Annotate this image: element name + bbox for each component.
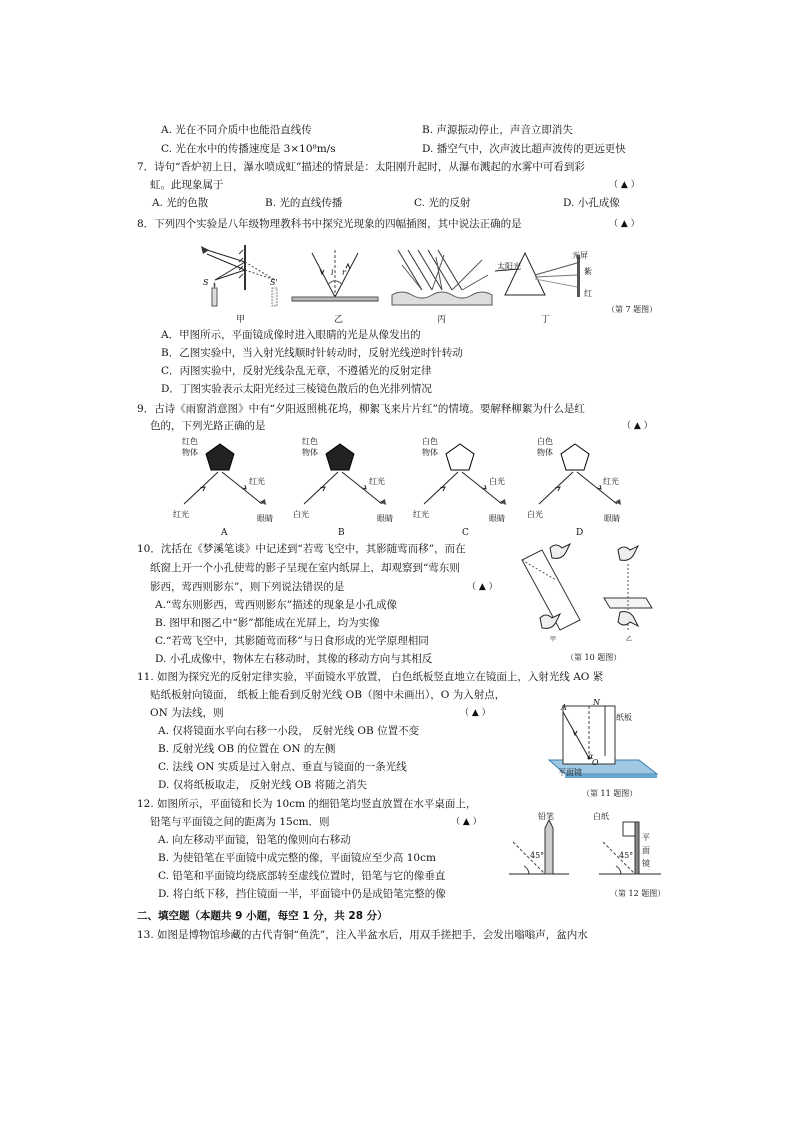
q8-yi-label-r: r	[342, 268, 346, 277]
q11-answer-mark: （ ▲ ）	[460, 708, 491, 718]
section-2-heading: 二、填空题（本题共 9 小题，每空 1 分，共 28 分）	[137, 910, 388, 922]
q11-option-d: D. 仅将纸板取走， 反射光线 OB 将随之消失	[158, 779, 368, 791]
q11-stem-line1: 11. 如图为探究光的反射定律实验，平面镜水平放置， 白色纸板竖直地立在镜面上，入射光线 AO 紧	[137, 671, 604, 683]
q8-figure-label-yi: 乙	[334, 315, 344, 325]
q8-option-d: D．丁图实验表示太阳光经过三棱镜色散后的色光排列情况	[161, 383, 432, 395]
q11-figure-caption: （第 11 题图）	[582, 789, 638, 798]
q9-b-left-light: 白光	[293, 510, 309, 519]
q13-stem: 13. 如图是博物馆珍藏的古代青铜“鱼洗”，注入半盆水后，用双手搓把手，会发出嗡嗡声，盆内水	[137, 929, 588, 941]
q8-figure-bing	[392, 245, 492, 307]
q8-figure-label-jia: 甲	[236, 315, 246, 325]
q12-option-c: C. 铅笔和平面镜均绕底部转至虚线位置时，铅笔与它的像垂直	[158, 870, 446, 882]
q9-d-right-light: 红光	[603, 477, 619, 486]
q8-option-b: B．乙图实验中，当入射光线顺时针转动时，反射光线逆时针转动	[161, 347, 463, 359]
q8-option-c: C．丙图实验中，反射光线杂乱无章，不遵循光的反射定律	[161, 365, 432, 377]
q8-option-a: A．甲图所示，平面镜成像时进入眼睛的光是从像发出的	[161, 329, 421, 341]
q8-ding-red-label: 红	[584, 289, 592, 298]
q8-ding-purple-label: 紫	[584, 267, 592, 276]
q10-figure-label-yi: 乙	[626, 636, 633, 643]
q11-option-a: A. 仅将镜面水平向右移一小段， 反射光线 OB 位置不变	[158, 725, 420, 737]
q11-label-o: O	[592, 758, 599, 767]
q12-answer-mark: （ ▲ ）	[451, 817, 482, 827]
q9-c-left-light: 红光	[413, 510, 429, 519]
q11-stem-line2: 贴纸板射向镜面， 纸板上能看到反射光线 OB（图中未画出），O 为入射点，	[150, 689, 506, 701]
q12-angle-right: 45°	[619, 851, 634, 860]
q9-b-eye: 眼睛	[377, 514, 393, 523]
q9-b-object-line2: 物体	[302, 448, 318, 457]
q11-board-label: 纸板	[616, 713, 632, 722]
q12-angle-left: 45°	[530, 851, 545, 860]
q9-a-object-line2: 物体	[182, 448, 198, 457]
q9-d-letter: D	[576, 528, 584, 538]
q10-option-b: B. 图甲和图乙中“影”都能成在光屏上，均为实像	[155, 617, 380, 629]
q9-b-object-line1: 红色	[302, 437, 318, 446]
q12-stem-line1: 12. 如图所示，平面镜和长为 10cm 的细铅笔均竖直放置在水平桌面上，	[137, 798, 477, 810]
q9-c-object-line2: 物体	[422, 448, 438, 457]
q9-d-object-line2: 物体	[537, 448, 553, 457]
q11-stem-line3: ON 为法线，则	[150, 707, 224, 719]
q12-mirror-char1: 平	[642, 833, 650, 842]
q7-option-d: D. 小孔成像	[563, 197, 620, 209]
q9-answer-mark: （ ▲ ）	[622, 421, 653, 431]
q12-figure-caption: （第 12 题图）	[610, 889, 666, 898]
q10-option-d: D. 小孔成像中，物体左右移动时，其像的移动方向与其相反	[155, 653, 433, 665]
q8-figure-yi	[290, 245, 380, 307]
q10-stem-line1: 10．沈括在《梦溪笔谈》中记述到“若莺飞空中，其影随莺而移”，而在	[137, 543, 466, 555]
q9-a-object-line1: 红色	[182, 437, 198, 446]
q9-stem-line1: 9．古诗《雨窗消意图》中有“夕阳返照桃花坞，柳絮飞来片片红”的情境。要解释柳絮为什么是红	[137, 403, 585, 415]
q8-figure-label-bing: 丙	[437, 315, 447, 325]
q9-d-eye: 眼睛	[604, 514, 620, 523]
q8-ding-sunlight-label: 太阳光	[497, 262, 521, 271]
q12-option-b: B. 为使铅笔在平面镜中成完整的像，平面镜应至少高 10cm	[158, 852, 436, 864]
q12-mirror-char2: 面	[642, 846, 650, 855]
q7-stem-line1: 7．诗句“香炉初上日，瀑水喷成虹”描述的情景是：太阳刚升起时，从瀑布溅起的水雾中可看到彩	[137, 161, 585, 173]
q8-figure-caption: （第 7 题图）	[607, 305, 658, 314]
q9-stem-line2: 色的，下列光路正确的是	[150, 420, 266, 432]
q8-stem: 8．下列四个实验是八年级物理教科书中探究光现象的四幅插图，其中说法正确的是	[137, 218, 522, 230]
q6-option-a: A. 光在不同介质中也能沿直线传	[161, 124, 312, 136]
q10-figure-caption: （第 10 题图）	[566, 653, 622, 662]
q9-a-eye: 眼睛	[257, 514, 273, 523]
q8-jia-label-s: S	[203, 278, 209, 287]
q6-option-b: B. 声源振动停止，声音立即消失	[422, 124, 573, 136]
q9-c-object-line1: 白色	[422, 437, 438, 446]
q6-option-d: D. 播空气中，次声波比超声波传的更远更快	[422, 143, 626, 155]
q12-option-a: A. 向左移动平面镜，铅笔的像则向右移动	[158, 834, 351, 846]
q8-ding-screen-label: 光屏	[572, 251, 588, 260]
q9-c-letter: C	[462, 528, 469, 538]
q10-figure-label-jia: 甲	[550, 636, 557, 643]
q7-option-a: A. 光的色散	[152, 197, 209, 209]
q6-option-c: C. 光在水中的传播速度是 3×10⁸m/s	[161, 143, 336, 155]
q12-stem-line2: 铅笔与平面镜之间的距离为 15cm．则	[150, 816, 330, 828]
q11-option-b: B. 反射光线 OB 的位置在 ON 的左侧	[158, 743, 336, 755]
q10-figure	[520, 540, 660, 645]
q8-figure-label-ding: 丁	[541, 315, 551, 325]
q11-label-alpha: α	[588, 752, 594, 761]
q8-yi-label-i: i	[331, 268, 334, 277]
q10-option-c: C.“若莺飞空中，其影随莺而移”与日食形成的光学原理相同	[155, 635, 429, 647]
q7-answer-mark: （ ▲ ）	[609, 180, 640, 190]
q10-stem-line3: 影西，莺西则影东”，则下列说法错误的是	[150, 581, 345, 593]
q11-label-n: N	[593, 698, 600, 707]
q7-option-b: B. 光的直线传播	[265, 197, 343, 209]
q7-stem-line2: 虹。此现象属于	[150, 179, 224, 191]
q12-paper-label: 白纸	[593, 812, 609, 821]
q10-option-a: A.“莺东则影西，莺西则影东”描述的现象是小孔成像	[155, 599, 398, 611]
q8-answer-mark: （ ▲ ）	[609, 219, 640, 229]
q9-a-right-light: 红光	[249, 477, 265, 486]
q12-option-d: D. 将白纸下移，挡住镜面一半，平面镜中仍是成铅笔完整的像	[158, 888, 446, 900]
q8-figure-jia	[195, 240, 290, 310]
q11-option-c: C. 法线 ON 实质是过入射点、垂直与镜面的一条光线	[158, 761, 407, 773]
q9-c-right-light: 白光	[489, 477, 505, 486]
q10-answer-mark: （ ▲ ）	[467, 582, 498, 592]
q8-jia-label-s-prime: S'	[270, 278, 278, 287]
q9-b-right-light: 红光	[369, 477, 385, 486]
q10-stem-line2: 纸窗上开一个小孔使莺的影子呈现在室内纸屏上，却观察到“莺东则	[150, 562, 460, 574]
q9-a-letter: A	[221, 528, 228, 538]
q9-d-left-light: 白光	[527, 510, 543, 519]
q7-option-c: C. 光的反射	[414, 197, 471, 209]
q9-d-object-line1: 白色	[537, 437, 553, 446]
q11-label-a: A	[561, 703, 567, 712]
q12-pencil-label: 铅笔	[538, 812, 554, 821]
q9-c-eye: 眼睛	[489, 514, 505, 523]
q12-figure	[505, 812, 665, 882]
q9-b-letter: B	[338, 528, 345, 538]
q12-mirror-char3: 镜	[642, 859, 650, 868]
q11-mirror-label: 平面镜	[558, 768, 582, 777]
q9-a-left-light: 红光	[173, 510, 189, 519]
